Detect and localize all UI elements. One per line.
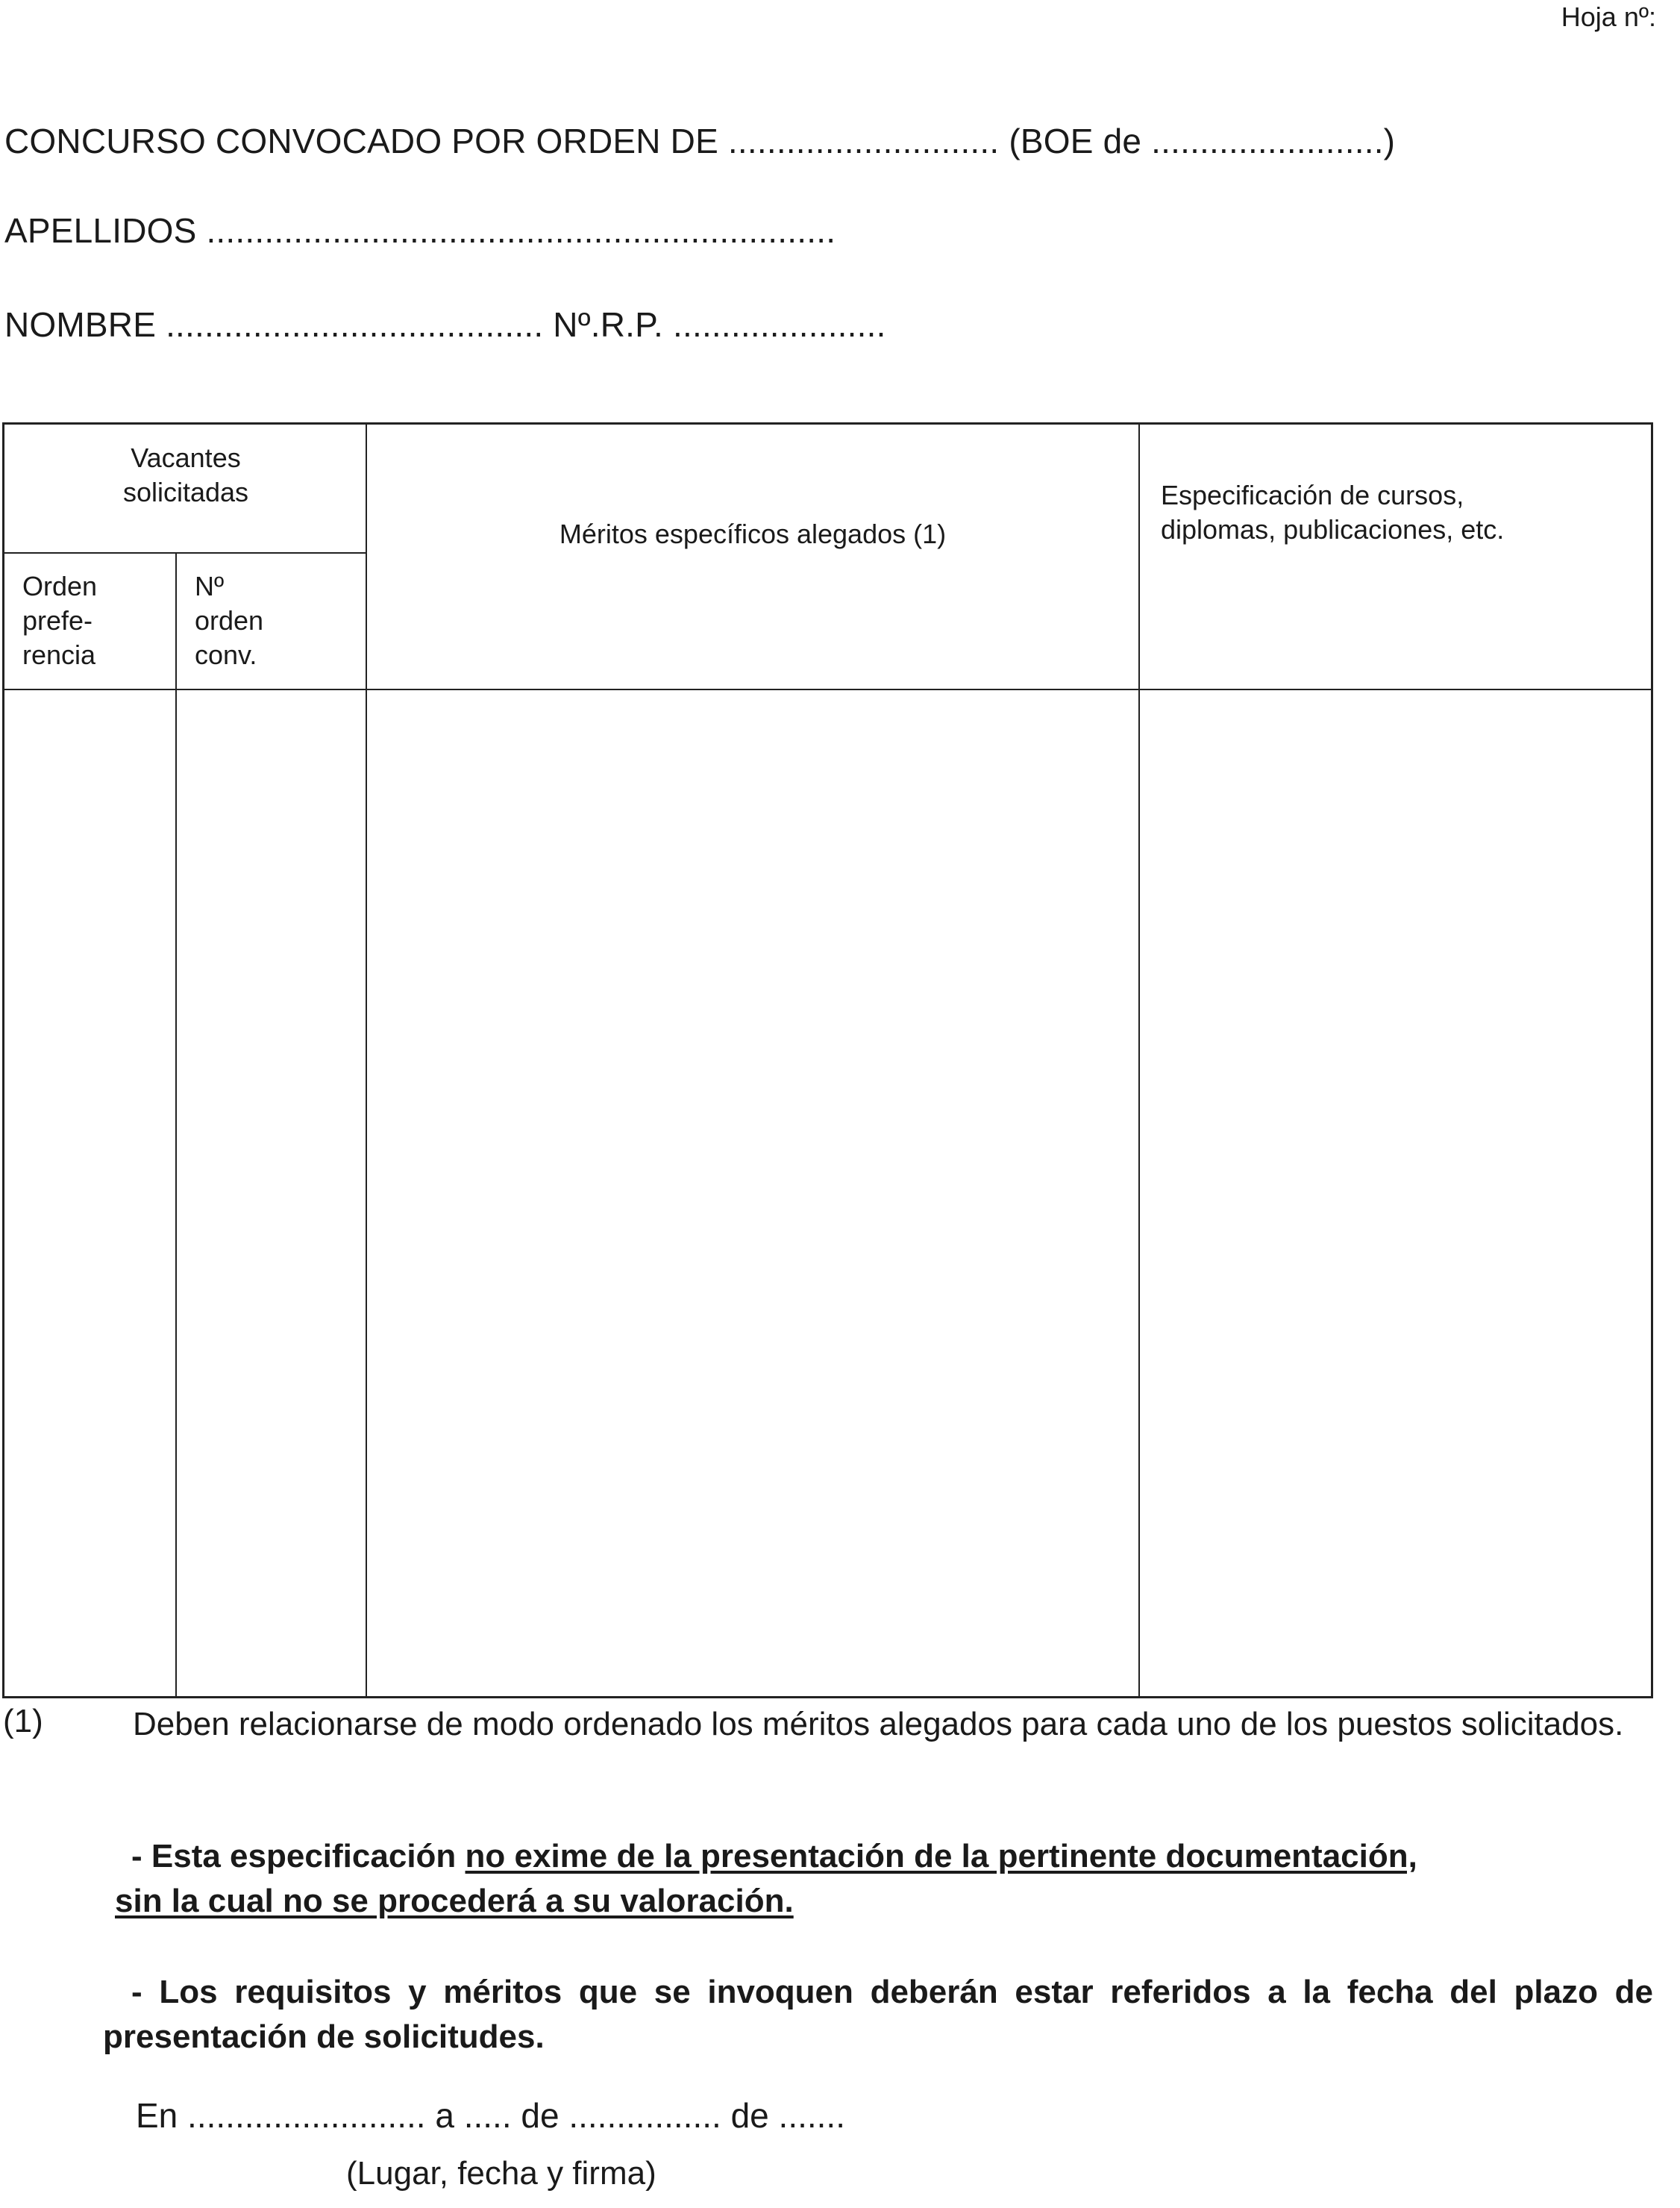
numero-orden-cell[interactable] <box>177 690 366 1698</box>
meritos-header: Méritos específicos alegados (1) <box>559 519 947 549</box>
merits-table <box>2 422 1653 1698</box>
footnote-body: Deben relacionarse de modo ordenado los méritos alegados para cada uno de los puestos solicitados. <box>133 1706 1624 1742</box>
footnote-number: (1) <box>3 1703 43 1739</box>
documentation-note-underlined-a: no exime de la presentación de la pertinente documentación, <box>465 1838 1417 1874</box>
requirements-note-text: - Los requisitos y méritos que se invoquen deberán estar referidos a la fecha del plazo de presentación de solicitudes. <box>103 1974 1653 2055</box>
requirements-note <box>103 1970 1653 2060</box>
signature-caption: (Lugar, fecha y firma) <box>346 2155 656 2192</box>
orden-preferencia-header: Orden prefe- rencia <box>22 571 98 670</box>
especificacion-header: Especificación de cursos, diplomas, publicaciones, etc. <box>1161 480 1505 545</box>
nombre-line: NOMBRE ....................................... Nº.R.P. ...................... <box>4 305 886 344</box>
vacantes-divider <box>4 552 367 554</box>
documentation-note-prefix: - Esta especificación <box>131 1838 466 1874</box>
vacantes-label: Vacantes solicitadas <box>122 442 249 507</box>
sheet-number: Hoja nº: <box>1561 1 1656 32</box>
apellidos-line: APELLIDOS ................................................................. <box>4 211 836 250</box>
vacantes-header <box>4 441 367 510</box>
especificacion-cell[interactable] <box>1140 690 1651 1698</box>
footnote-text <box>103 1703 1653 1746</box>
signature-line: En ......................... a ..... de ................ de ....... <box>136 2096 845 2135</box>
documentation-note-underlined-b: sin la cual no se procederá a su valoración. <box>115 1883 794 1919</box>
concurso-line: CONCURSO CONVOCADO POR ORDEN DE ............................ (BOE de ........................) <box>4 122 1396 160</box>
meritos-cell[interactable] <box>367 690 1138 1698</box>
documentation-note <box>103 1834 1653 1924</box>
numero-orden-header: Nº orden conv. <box>195 571 264 670</box>
orden-preferencia-cell[interactable] <box>4 690 175 1698</box>
